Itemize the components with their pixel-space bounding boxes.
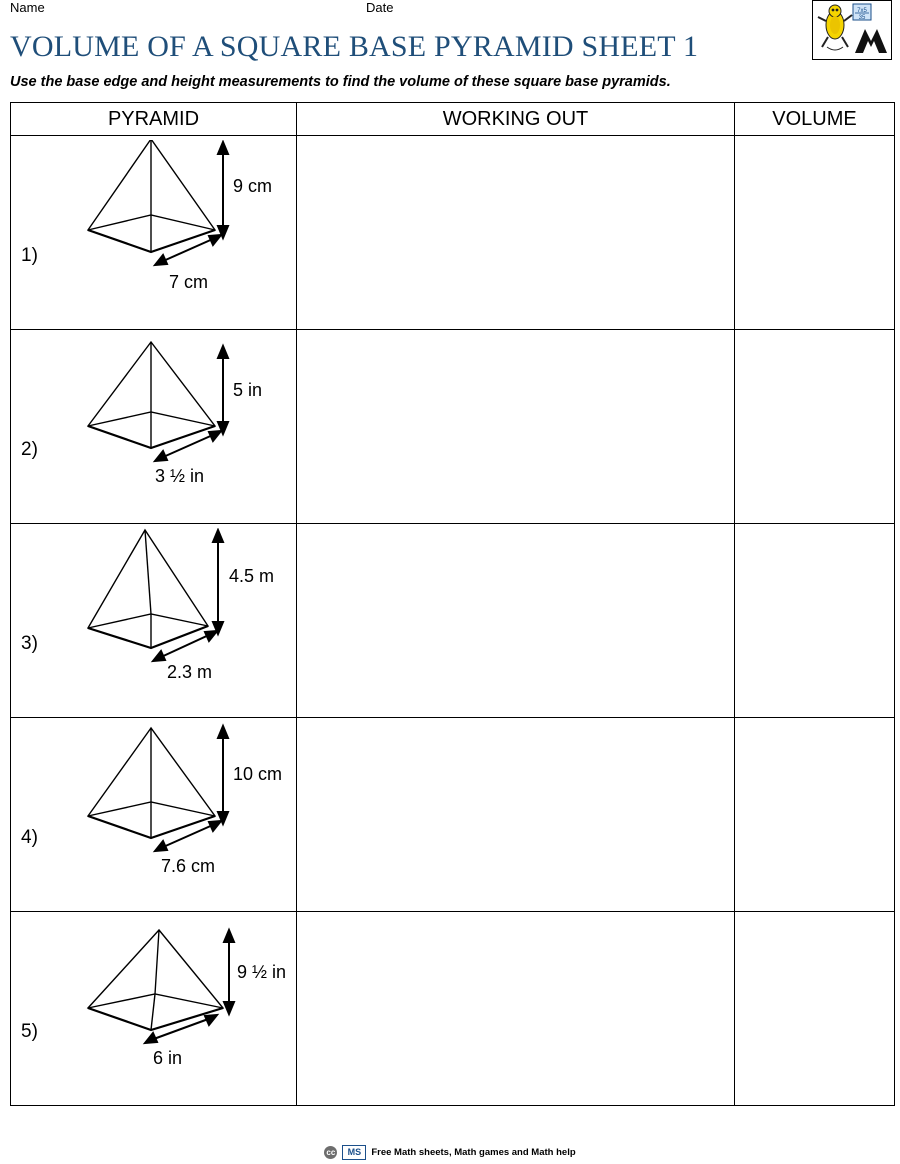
pyramid-cell-1	[11, 136, 297, 330]
question-number-5: 5)	[21, 1021, 38, 1042]
question-number-3: 3)	[21, 633, 38, 654]
volume-cell-2[interactable]	[735, 330, 895, 524]
pyramid-figure-1	[63, 140, 288, 295]
working-out-cell-5[interactable]	[297, 912, 735, 1106]
pyramid-figure-2	[63, 334, 288, 489]
pyramid-cell-5	[11, 912, 297, 1106]
pyramid-cell-2	[11, 330, 297, 524]
date-label: Date	[366, 0, 394, 15]
table-row	[11, 912, 895, 1106]
base-label-2: 3 ½ in	[155, 466, 205, 484]
page-title: VOLUME OF A SQUARE BASE PYRAMID SHEET 1	[10, 30, 699, 63]
pyramid-figure-5	[63, 916, 288, 1071]
pyramid-figure-4	[63, 722, 288, 877]
name-date-row	[8, 0, 892, 20]
height-label-2: 5 in	[233, 380, 263, 400]
question-number-1: 1)	[21, 245, 38, 266]
name-label: Name	[10, 0, 45, 15]
table-row	[11, 718, 895, 912]
volume-cell-3[interactable]	[735, 524, 895, 718]
worksheet-table	[10, 102, 895, 1106]
svg-text:7x5: 7x5	[857, 8, 867, 14]
working-out-cell-2[interactable]	[297, 330, 735, 524]
volume-cell-4[interactable]	[735, 718, 895, 912]
column-header-pyramid: PYRAMID	[11, 103, 297, 136]
pyramid-figure-3	[63, 528, 288, 683]
working-out-cell-1[interactable]	[297, 136, 735, 330]
base-label-1: 7 cm	[169, 272, 209, 290]
volume-cell-1[interactable]	[735, 136, 895, 330]
height-label-5: 9 ½ in	[237, 962, 287, 982]
instructions: Use the base edge and height measurements to find the volume of these square base pyramids.	[10, 74, 671, 90]
svg-text:35: 35	[858, 15, 866, 21]
question-number-4: 4)	[21, 827, 38, 848]
table-header-row	[11, 103, 895, 136]
table-row	[11, 330, 895, 524]
height-label-4: 10 cm	[233, 764, 283, 784]
footer-text: Free Math sheets, Math games and Math help	[371, 1147, 576, 1158]
math-salamanders-badge-icon: MS	[342, 1145, 366, 1160]
base-label-4: 7.6 cm	[161, 856, 216, 872]
working-out-cell-4[interactable]	[297, 718, 735, 912]
table-row	[11, 136, 895, 330]
table-row	[11, 524, 895, 718]
base-label-3: 2.3 m	[167, 662, 213, 678]
creative-commons-icon: cc	[324, 1146, 337, 1159]
column-header-volume: VOLUME	[735, 103, 895, 136]
height-label-1: 9 cm	[233, 176, 273, 196]
column-header-working-out: WORKING OUT	[297, 103, 735, 136]
base-label-5: 6 in	[153, 1048, 183, 1066]
question-number-2: 2)	[21, 439, 38, 460]
volume-cell-5[interactable]	[735, 912, 895, 1106]
pyramid-cell-4	[11, 718, 297, 912]
working-out-cell-3[interactable]	[297, 524, 735, 718]
pyramid-cell-3	[11, 524, 297, 718]
height-label-3: 4.5 m	[229, 566, 275, 586]
footer	[0, 1145, 900, 1160]
math-salamanders-logo	[812, 0, 892, 60]
